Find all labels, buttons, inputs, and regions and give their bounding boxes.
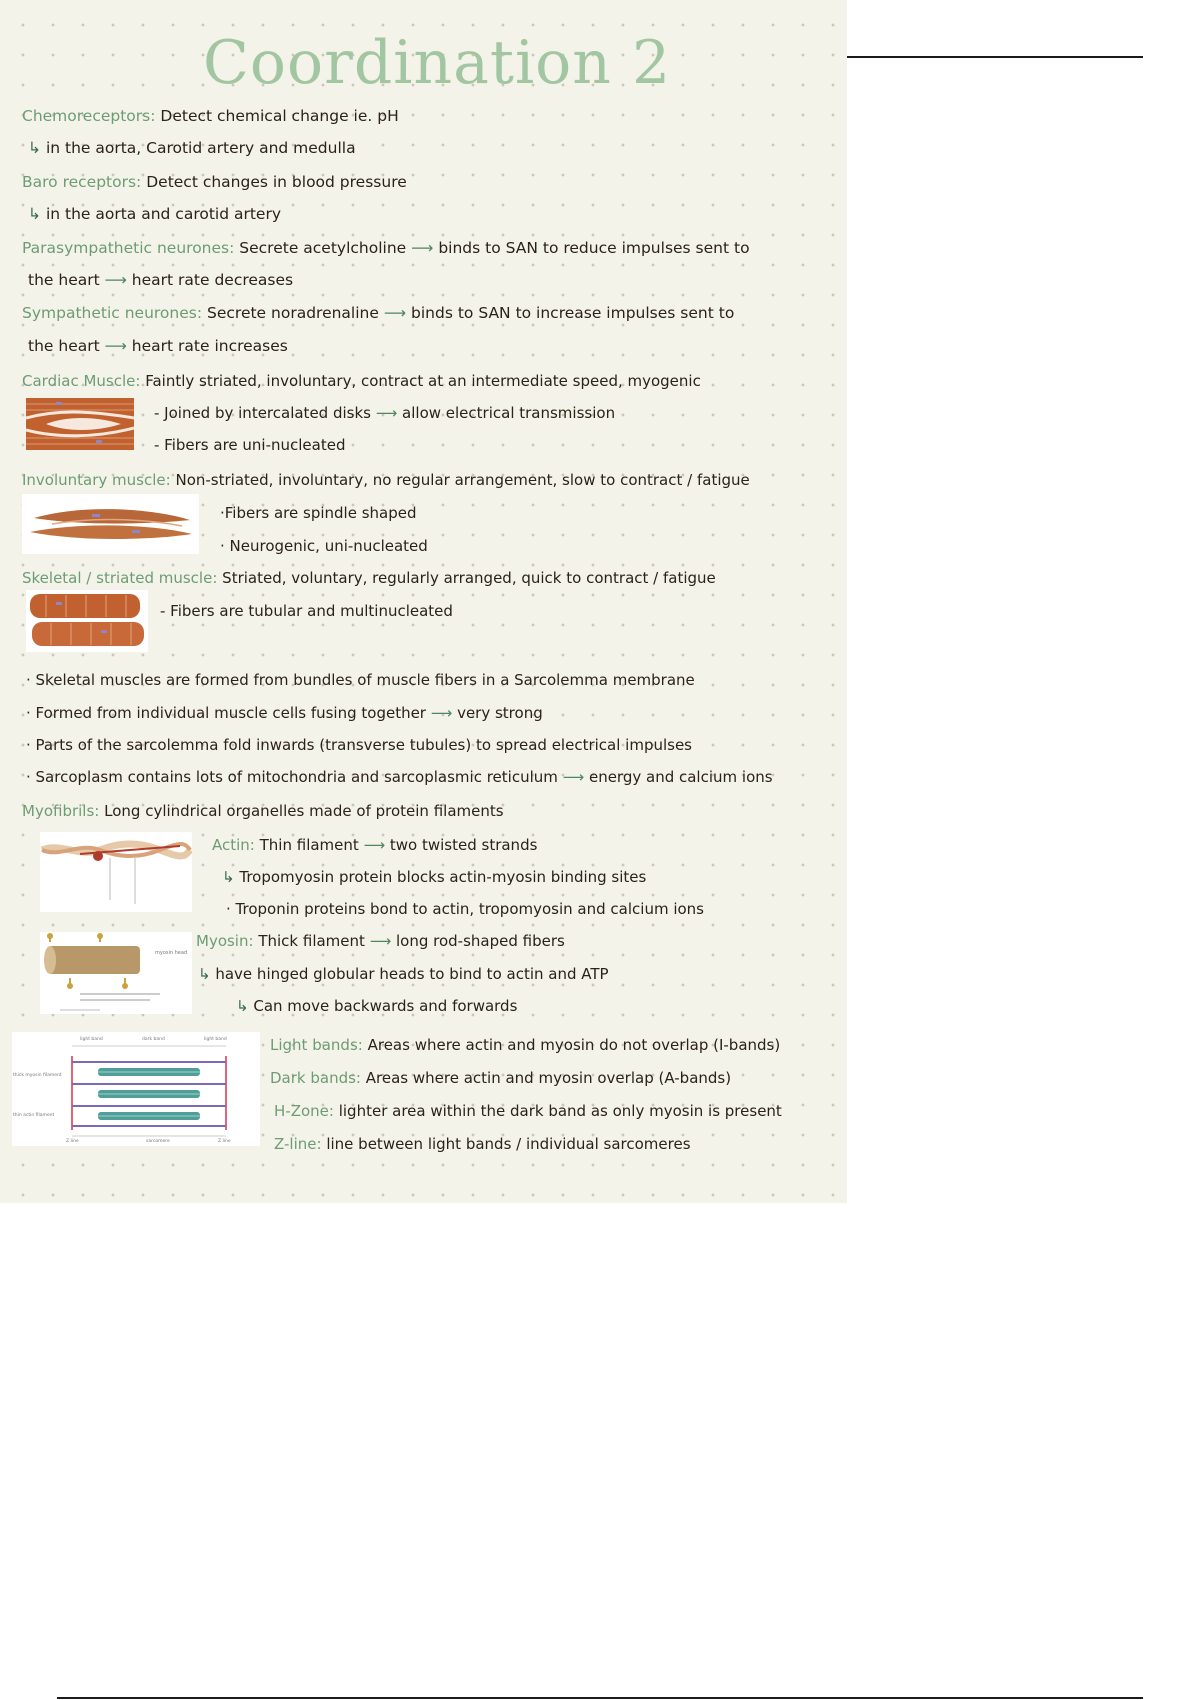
skeletal-point-3 bbox=[26, 735, 692, 755]
text-2: energy and calcium ions bbox=[588, 768, 773, 786]
actin-bullet-1 bbox=[222, 867, 646, 887]
chemoreceptors-line bbox=[22, 106, 399, 126]
heading: H-Zone: bbox=[274, 1102, 334, 1120]
text: Secrete acetylcholine bbox=[239, 239, 407, 257]
cardiac-bullet-2 bbox=[154, 435, 345, 455]
text: - Fibers are tubular and multinucleated bbox=[160, 602, 453, 620]
sarcomere-label-dark-band: dark band bbox=[142, 1037, 165, 1042]
skeletal-point-4 bbox=[26, 767, 773, 787]
text: Striated, voluntary, regularly arranged, quick to contract / fatigue bbox=[222, 569, 716, 587]
baroreceptors-location bbox=[28, 204, 281, 224]
text-2: binds to SAN to reduce impulses sent to bbox=[438, 239, 750, 257]
chemoreceptors-location bbox=[28, 138, 356, 158]
baroreceptors-line bbox=[22, 172, 407, 192]
heading: Actin: bbox=[212, 836, 255, 854]
text: · Neurogenic, uni-nucleated bbox=[220, 537, 428, 555]
page-title: Coordination 2 bbox=[203, 28, 672, 98]
skeletal-point-1 bbox=[26, 670, 695, 690]
heading: Involuntary muscle: bbox=[22, 471, 171, 489]
text: Faintly striated, involuntary, contract at an intermediate speed, myogenic bbox=[145, 372, 701, 390]
light-bands-line bbox=[270, 1035, 780, 1055]
arrow-icon: ⟶ bbox=[363, 836, 386, 854]
myofibrils-line bbox=[22, 801, 504, 821]
arrow-icon: ⟶ bbox=[375, 404, 398, 422]
text: Long cylindrical organelles made of protein filaments bbox=[104, 802, 504, 820]
top-rule bbox=[847, 56, 1143, 58]
text-2: heart rate increases bbox=[131, 337, 288, 355]
heading: Myofibrils: bbox=[22, 802, 100, 820]
text: Areas where actin and myosin do not overlap (I-bands) bbox=[367, 1036, 781, 1054]
heading: Chemoreceptors: bbox=[22, 107, 156, 125]
involuntary-muscle-line bbox=[22, 470, 750, 490]
sarcomere-label-myosin: thick myosin filament bbox=[13, 1073, 62, 1078]
heading: Light bands: bbox=[270, 1036, 363, 1054]
heading: Dark bands: bbox=[270, 1069, 361, 1087]
text: · Sarcoplasm contains lots of mitochondria and sarcoplasmic reticulum bbox=[26, 768, 558, 786]
heading: Sympathetic neurones: bbox=[22, 304, 203, 322]
text: · Troponin proteins bond to actin, tropomyosin and calcium ions bbox=[226, 900, 704, 918]
h-zone-line bbox=[274, 1101, 782, 1121]
text: in the aorta and carotid artery bbox=[45, 205, 282, 223]
text-2: binds to SAN to increase impulses sent to bbox=[411, 304, 735, 322]
arrow-icon: ⟶ bbox=[383, 304, 407, 322]
notes-page bbox=[0, 0, 847, 1203]
sarcomere-label-actin: thin actin filament bbox=[13, 1113, 55, 1118]
involuntary-muscle-illustration bbox=[22, 494, 199, 554]
text: Thin filament bbox=[259, 836, 359, 854]
text: line between light bands / individual sarcomeres bbox=[326, 1135, 691, 1153]
text: the heart bbox=[28, 337, 100, 355]
heading: Baro receptors: bbox=[22, 173, 142, 191]
heading: Cardiac Muscle: bbox=[22, 372, 141, 390]
text: Areas where actin and myosin overlap (A-bands) bbox=[365, 1069, 732, 1087]
text-2: two twisted strands bbox=[389, 836, 538, 854]
text: in the aorta, Carotid artery and medulla bbox=[45, 139, 356, 157]
text: Tropomyosin protein blocks actin-myosin binding sites bbox=[239, 868, 647, 886]
skeletal-muscle-line bbox=[22, 568, 716, 588]
parasympathetic-line bbox=[22, 238, 750, 258]
text: Detect chemical change ie. pH bbox=[160, 107, 399, 125]
text: · Skeletal muscles are formed from bundles of muscle fibers in a Sarcolemma membrane bbox=[26, 671, 695, 689]
sarcomere-label-z-line-left: Z line bbox=[66, 1139, 79, 1144]
text: ·Fibers are spindle shaped bbox=[220, 504, 417, 522]
arrow-icon: ⟶ bbox=[411, 239, 434, 257]
hook-arrow-icon: ↳ bbox=[198, 965, 211, 983]
bottom-rule bbox=[57, 1697, 1143, 1699]
skeletal-point-2 bbox=[26, 703, 543, 723]
heading: Parasympathetic neurones: bbox=[22, 239, 235, 257]
text-2: allow electrical transmission bbox=[402, 404, 616, 422]
involuntary-bullet-2 bbox=[220, 536, 428, 556]
text: Detect changes in blood pressure bbox=[146, 173, 407, 191]
text-2: very strong bbox=[457, 704, 543, 722]
heading: Myosin: bbox=[196, 932, 254, 950]
hook-arrow-icon: ↳ bbox=[236, 997, 249, 1015]
hook-arrow-icon: ↳ bbox=[28, 139, 41, 157]
involuntary-bullet-1 bbox=[220, 503, 416, 523]
hook-arrow-icon: ↳ bbox=[222, 868, 235, 886]
text: - Joined by intercalated disks bbox=[154, 404, 371, 422]
arrow-icon: ⟶ bbox=[104, 271, 127, 289]
text: have hinged globular heads to bind to actin and ATP bbox=[215, 965, 609, 983]
cardiac-muscle-illustration bbox=[26, 398, 134, 450]
text: Secrete noradrenaline bbox=[207, 304, 379, 322]
text: Non-striated, involuntary, no regular arrangement, slow to contract / fatigue bbox=[175, 471, 750, 489]
text: the heart bbox=[28, 271, 100, 289]
text: - Fibers are uni-nucleated bbox=[154, 436, 346, 454]
arrow-icon: ⟶ bbox=[562, 768, 585, 786]
text: · Parts of the sarcolemma fold inwards (transverse tubules) to spread electrical impulses bbox=[26, 736, 692, 754]
text: Thick filament bbox=[258, 932, 365, 950]
myosin-line bbox=[196, 931, 565, 951]
myosin-figure-label: myosin head bbox=[155, 950, 188, 956]
text: lighter area within the dark band as only myosin is present bbox=[338, 1102, 782, 1120]
cardiac-muscle-line bbox=[22, 371, 701, 391]
sympathetic-line bbox=[22, 303, 734, 323]
heading: Skeletal / striated muscle: bbox=[22, 569, 218, 587]
dark-bands-line bbox=[270, 1068, 731, 1088]
parasympathetic-line-2 bbox=[28, 270, 293, 290]
myosin-bullet-2 bbox=[236, 996, 517, 1016]
actin-bullet-2 bbox=[226, 899, 704, 919]
sarcomere-diagram bbox=[12, 1032, 260, 1146]
hook-arrow-icon: ↳ bbox=[28, 205, 41, 223]
text: · Formed from individual muscle cells fusing together bbox=[26, 704, 426, 722]
z-line-line bbox=[274, 1134, 691, 1154]
arrow-icon: ⟶ bbox=[104, 337, 127, 355]
myosin-bullet-1 bbox=[198, 964, 609, 984]
text-2: long rod-shaped fibers bbox=[395, 932, 565, 950]
actin-illustration bbox=[40, 832, 192, 912]
arrow-icon: ⟶ bbox=[430, 704, 453, 722]
sarcomere-label-light-band-right: light band bbox=[204, 1037, 227, 1042]
arrow-icon: ⟶ bbox=[369, 932, 392, 950]
skeletal-bullet-1 bbox=[160, 601, 453, 621]
sarcomere-label-z-line-right: Z line bbox=[218, 1139, 231, 1144]
sarcomere-label-sarcomere: sarcomere bbox=[146, 1139, 170, 1144]
skeletal-muscle-illustration bbox=[26, 590, 148, 652]
sarcomere-label-light-band-left: light band bbox=[80, 1037, 103, 1042]
actin-line bbox=[212, 835, 537, 855]
heading: Z-line: bbox=[274, 1135, 322, 1153]
sympathetic-line-2 bbox=[28, 336, 288, 356]
myosin-illustration bbox=[40, 932, 192, 1014]
cardiac-bullet-1 bbox=[154, 403, 615, 423]
text-2: heart rate decreases bbox=[131, 271, 294, 289]
text: Can move backwards and forwards bbox=[253, 997, 518, 1015]
